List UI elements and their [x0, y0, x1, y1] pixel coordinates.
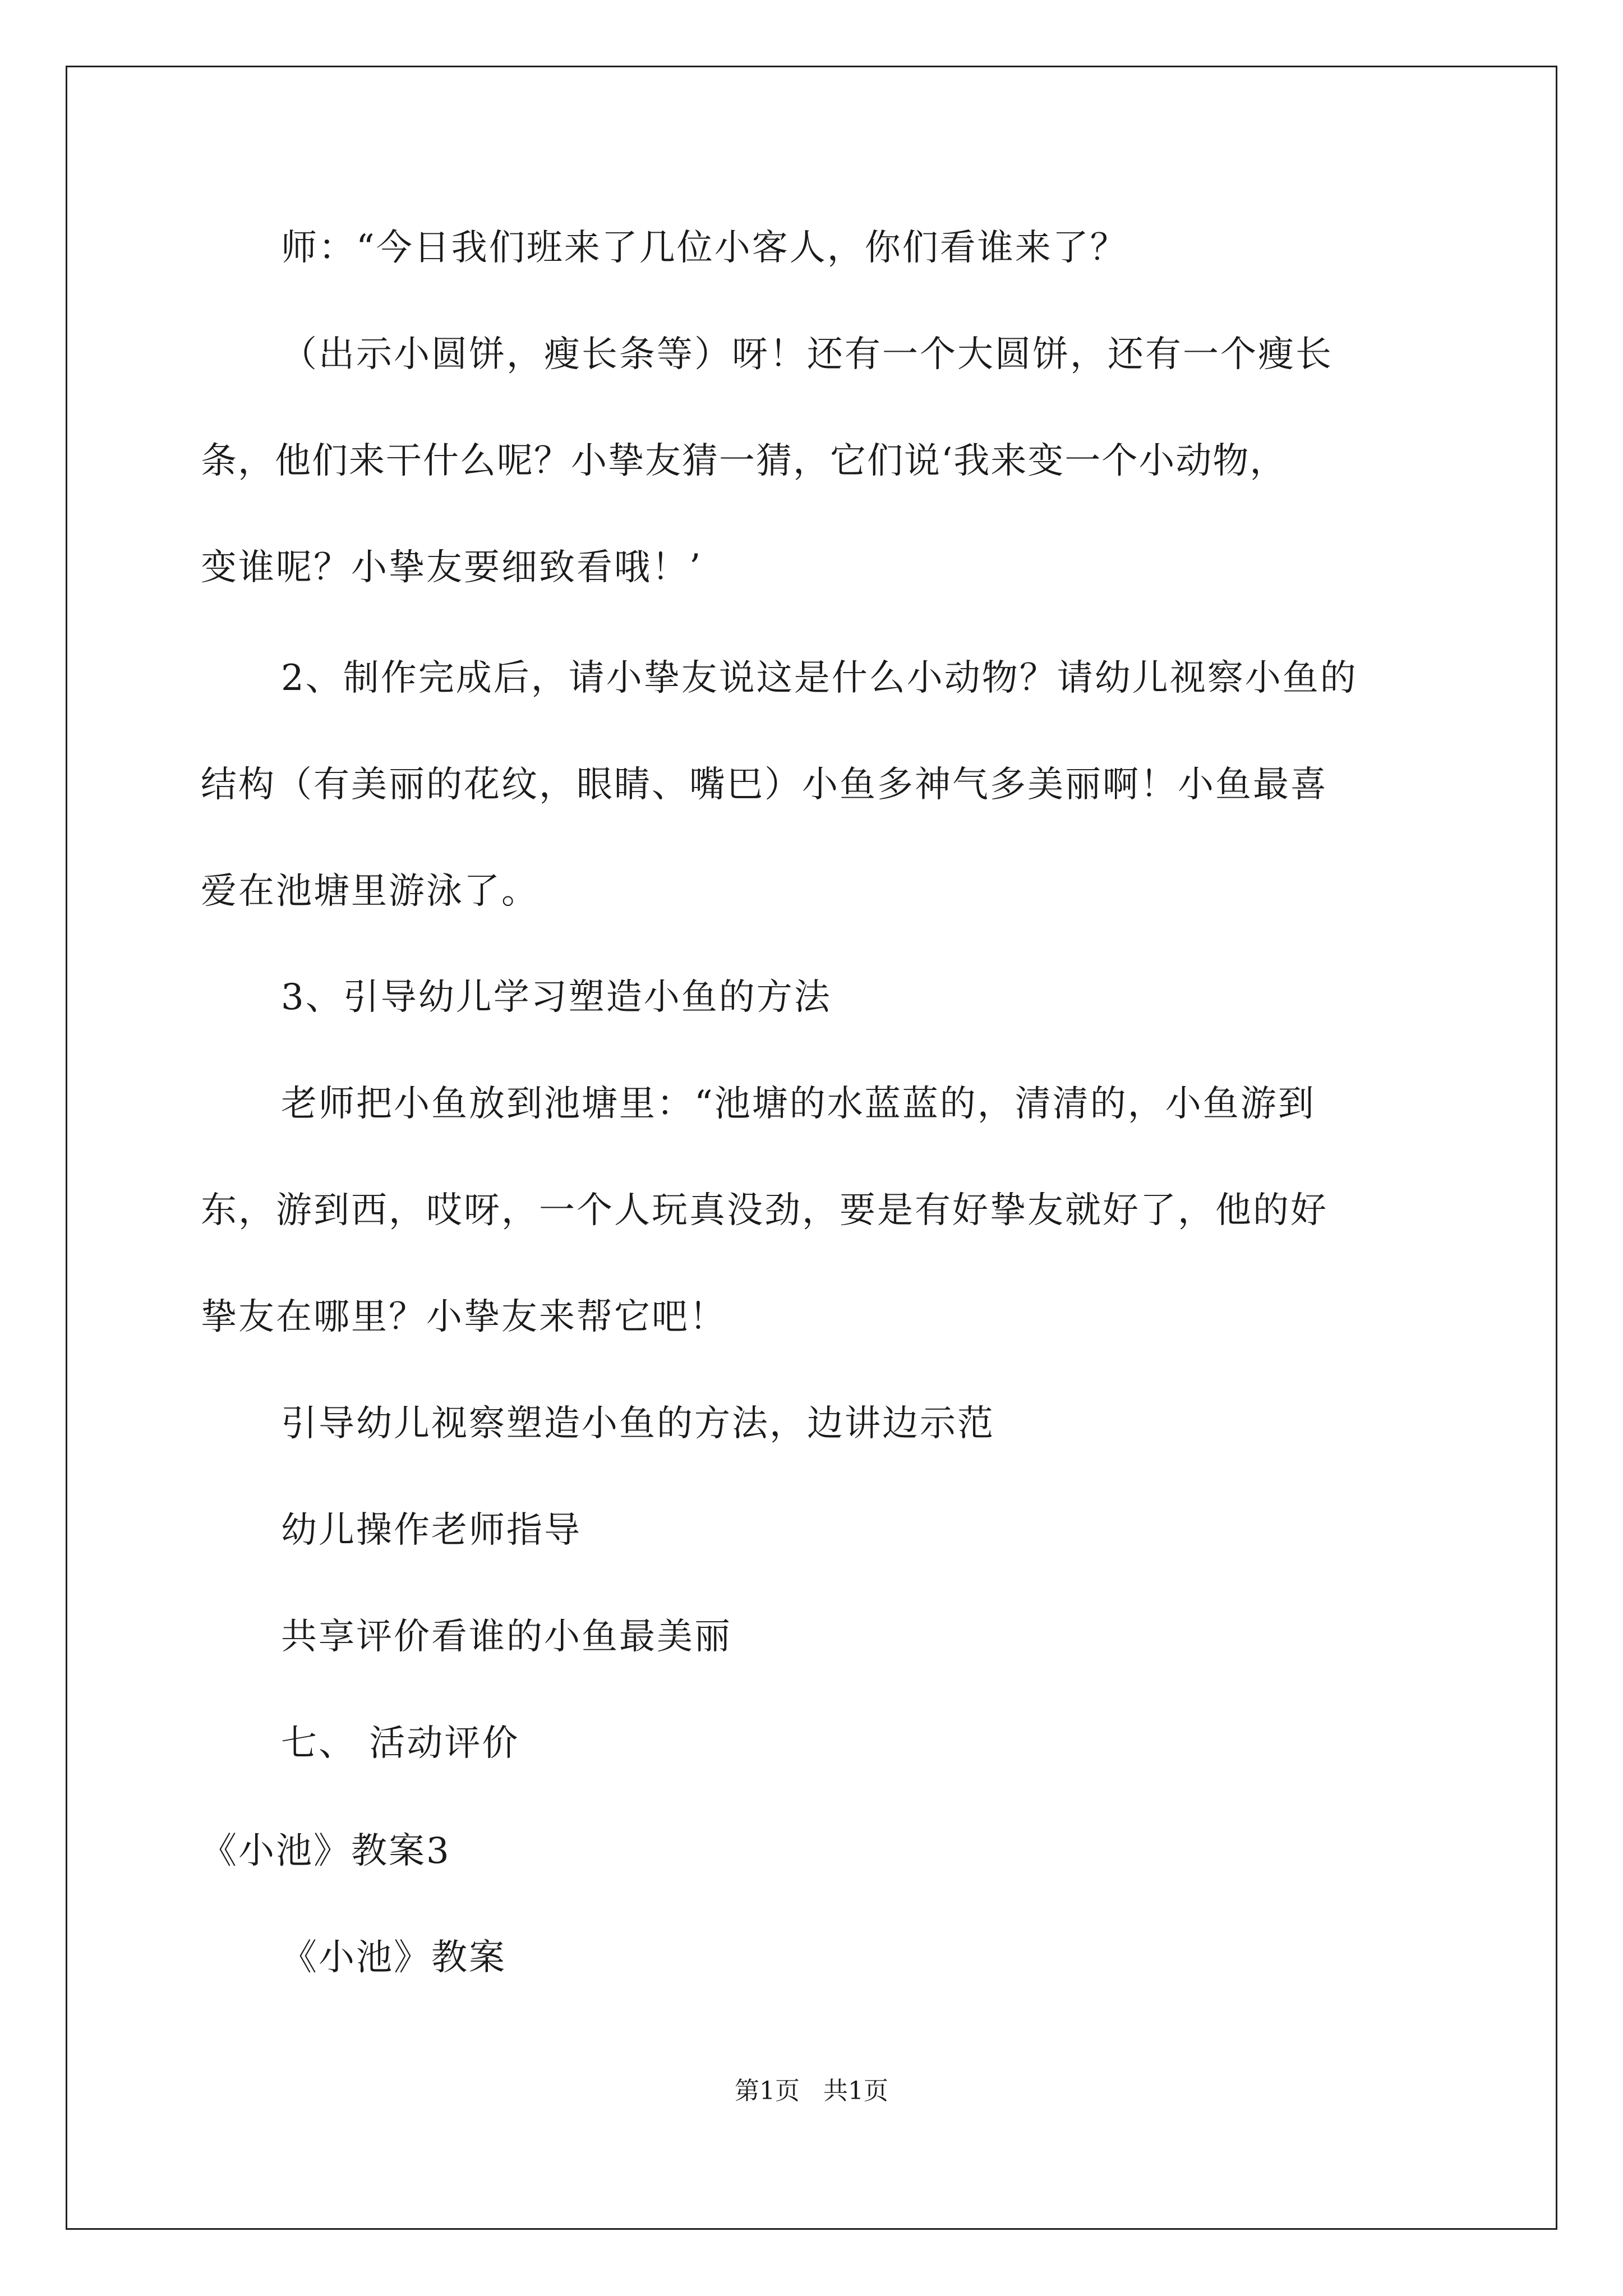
text-line: 爱在池塘里游泳了。 [201, 871, 539, 912]
text-line: 结构（有美丽的花纹，眼睛、嘴巴）小鱼多神气多美丽啊！小鱼最喜 [201, 764, 1328, 806]
text-line: 引导幼儿视察塑造小鱼的方法，边讲边示范 [281, 1403, 995, 1444]
text-line: （出示小圆饼，瘦长条等）呀！还有一个大圆饼，还有一个瘦长 [281, 334, 1333, 375]
total-pages-label: 共1页 [823, 2077, 888, 2105]
current-page-label: 第1页 [735, 2077, 800, 2105]
text-line: 东，游到西，哎呀，一个人玩真没劲，要是有好挚友就好了，他的好 [201, 1190, 1328, 1231]
page-border [66, 66, 1557, 2230]
text-line: 3、引导幼儿学习塑造小鱼的方法 [281, 977, 832, 1018]
text-line: 条，他们来干什么呢？小挚友猜一猜，它们说‘我来变一个小动物， [201, 440, 1287, 482]
text-line: 师：“今日我们班来了几位小客人，你们看谁来了？ [281, 227, 1128, 269]
text-line: 老师把小鱼放到池塘里：“池塘的水蓝蓝的，清清的，小鱼游到 [281, 1083, 1316, 1125]
page-footer [0, 2079, 1623, 2104]
text-line: 共享评价看谁的小鱼最美丽 [281, 1616, 732, 1658]
text-line: 挚友在哪里？小挚友来帮它吧！ [201, 1296, 727, 1338]
text-line: 2、制作完成后，请小挚友说这是什么小动物？请幼儿视察小鱼的 [281, 657, 1358, 699]
document-title: 《小池》教案3 [201, 1830, 451, 1872]
section-heading: 七、 活动评价 [281, 1723, 520, 1764]
text-line: 幼儿操作老师指导 [281, 1510, 582, 1551]
text-line: 变谁呢？小挚友要细致看哦！’ [201, 547, 703, 588]
document-subtitle: 《小池》教案 [281, 1937, 506, 1978]
